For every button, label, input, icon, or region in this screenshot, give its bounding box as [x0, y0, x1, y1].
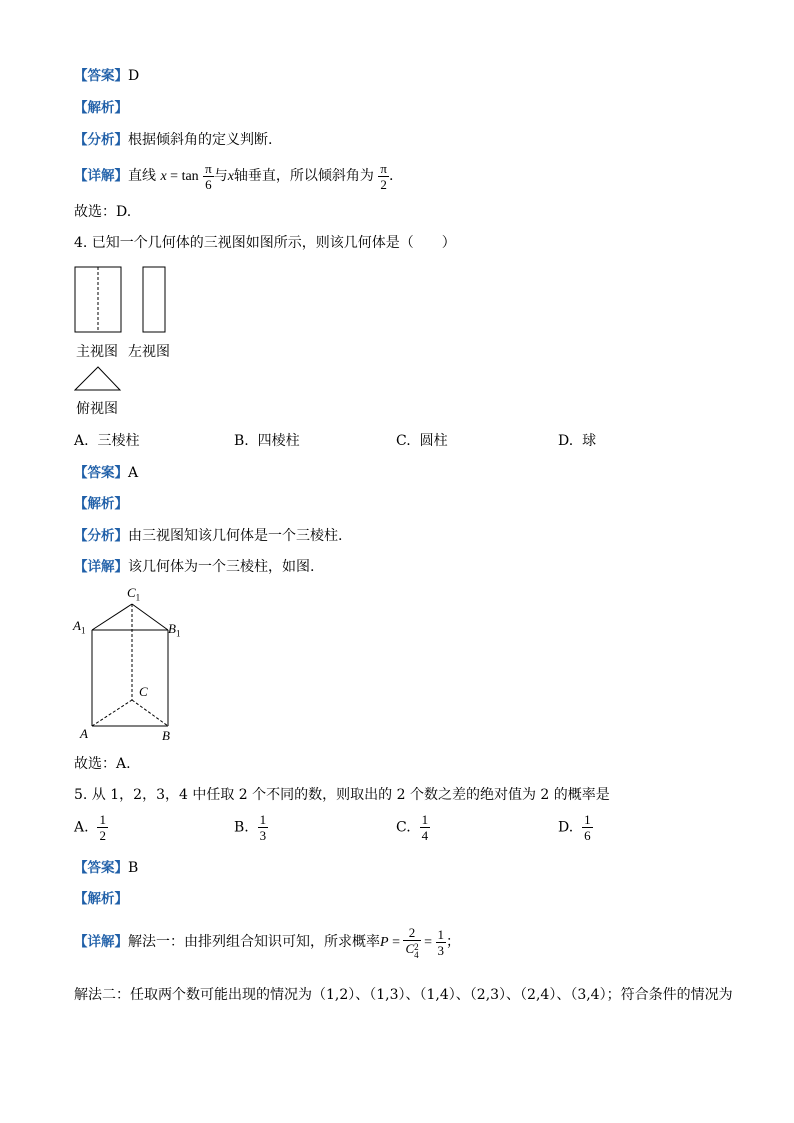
- option-key: A.: [74, 819, 89, 836]
- edge-c1b1: [132, 604, 168, 630]
- detail-text: 该几何体为一个三棱柱，如图.: [128, 559, 315, 575]
- combination-indices: 2 4: [414, 941, 419, 960]
- q3-detail-line: [74, 158, 393, 195]
- q3-choose: 故选：D.: [74, 204, 132, 220]
- top-view-triangle: [74, 366, 124, 392]
- frac-den: 3: [259, 828, 267, 843]
- frac-den: 2: [380, 176, 387, 192]
- frac-num: π: [380, 160, 387, 176]
- option-text: 三棱柱: [97, 433, 140, 449]
- option-fraction: [258, 812, 269, 843]
- front-and-left-views: [74, 266, 174, 336]
- answer-value: B: [128, 860, 139, 876]
- frac-num: 1: [584, 812, 591, 827]
- fenxi-text: 根据倾斜角的定义判断.: [128, 132, 273, 148]
- method1-text: 解法一：由排列组合知识可知，所求概率: [128, 934, 380, 950]
- method1-end: ；: [446, 934, 461, 950]
- frac-num: π: [205, 160, 212, 176]
- q4-option-c: [396, 431, 448, 451]
- option-text: 球: [582, 433, 597, 449]
- q4-option-d: [558, 431, 596, 451]
- option-fraction: [582, 812, 593, 843]
- fraction-1-3: [436, 927, 447, 958]
- option-key: D.: [558, 819, 574, 836]
- math-x2: x: [227, 169, 234, 184]
- frac-num: 1: [437, 926, 445, 942]
- vertex-label-c1: $C_1$: [127, 585, 141, 603]
- option-text: 四棱柱: [257, 433, 300, 449]
- option-key: C.: [396, 819, 411, 836]
- q4-fenxi-line: [74, 526, 342, 546]
- option-key: A.: [74, 433, 89, 449]
- option-fraction: [420, 812, 431, 843]
- detail-mid3: 轴垂直，所以倾斜角为: [233, 168, 374, 184]
- left-view-label: 左视图: [128, 344, 170, 360]
- front-view-label: 主视图: [76, 344, 118, 360]
- q5-method1-line: [74, 922, 460, 963]
- answer-tag: 【答案】: [74, 68, 128, 84]
- frac-den: 2: [99, 828, 106, 843]
- vertex-label-c: C: [139, 684, 148, 699]
- q3-fenxi-line: [74, 130, 272, 150]
- vertex-label-b1: $B_1$: [168, 621, 181, 639]
- q4-choose: 故选：A.: [74, 756, 131, 772]
- q5-question: 5. 从 1，2，3，4 中任取 2 个不同的数，则取出的 2 个数之差的绝对值为 2 的概率是: [74, 787, 610, 803]
- q4-detail-line: [74, 557, 314, 577]
- answer-value: A: [128, 465, 139, 481]
- math-x: x: [160, 169, 167, 184]
- q4-question: 4. 已知一个几何体的三视图如图所示，则该几何体是（ ）: [74, 235, 456, 251]
- q5-option-a: [74, 812, 108, 843]
- q5-answer-line: [74, 858, 138, 878]
- vertex-label-a1: $A_1$: [73, 618, 86, 636]
- answer-tag: 【答案】: [74, 860, 128, 876]
- math-eq: = tan: [166, 169, 199, 184]
- frac-num: 2: [403, 925, 420, 941]
- fenxi-tag: 【分析】: [74, 132, 128, 148]
- top-view-label: 俯视图: [76, 401, 118, 417]
- q4-answer-line: [74, 463, 138, 483]
- frac-den: 6: [584, 828, 591, 843]
- option-key: D.: [558, 433, 574, 449]
- triangular-prism-figure: [74, 582, 194, 747]
- q4-option-b: [234, 431, 300, 451]
- option-key: B.: [234, 433, 249, 449]
- detail-tag: 【详解】: [74, 559, 128, 575]
- frac-den: 4: [421, 828, 429, 843]
- fenxi-text: 由三视图知该几何体是一个三棱柱.: [128, 528, 343, 544]
- q5-option-d: [558, 812, 593, 843]
- fraction-pi-6: [203, 161, 214, 192]
- detail-tag: 【详解】: [74, 934, 128, 950]
- q4-analysis-line: [74, 494, 128, 514]
- fenxi-tag: 【分析】: [74, 528, 128, 544]
- detail-end: .: [388, 168, 394, 184]
- q5-method2-line: 解法二：任取两个数可能出现的情况为（1,2）、（1,3）、（1,4）、（2,3）、（2,4）、（3,4）；符合条件的情况为: [74, 987, 733, 1003]
- answer-tag: 【答案】: [74, 465, 128, 481]
- math-eq2: =: [420, 935, 436, 950]
- answer-value: D: [128, 68, 140, 84]
- q5-option-b: [234, 812, 268, 843]
- view-labels: [76, 342, 170, 362]
- math-p: P: [380, 935, 389, 950]
- edge-ac-hidden: [92, 700, 132, 726]
- math-eq: =: [388, 935, 404, 950]
- q3-analysis-line: [74, 98, 128, 118]
- q3-answer-line: [74, 66, 139, 86]
- q4-option-a: [74, 431, 139, 451]
- vertex-label-b: B: [162, 728, 170, 743]
- option-key: C.: [396, 433, 411, 449]
- frac-num: 1: [259, 812, 267, 827]
- analysis-tag: 【解析】: [74, 496, 128, 512]
- frac-den: 6: [205, 176, 212, 192]
- math-c: C: [405, 941, 415, 957]
- frac-num: 1: [421, 812, 429, 827]
- edge-a1c1: [92, 604, 132, 630]
- detail-mid1: 与: [213, 168, 228, 184]
- top-view-outline: [75, 367, 120, 390]
- q5-option-c: [396, 812, 430, 843]
- option-text: 圆柱: [419, 433, 448, 449]
- frac-den: 3: [437, 942, 445, 958]
- frac-den: [403, 941, 420, 958]
- edge-cb-hidden: [132, 700, 168, 726]
- frac-num: 1: [99, 812, 106, 827]
- q5-analysis-line: [74, 889, 128, 909]
- vertex-label-a: A: [80, 726, 88, 741]
- left-view-rect: [143, 267, 165, 332]
- detail-tag: 【详解】: [74, 168, 128, 184]
- option-fraction: [97, 812, 108, 843]
- fraction-2-over-c42: [403, 925, 420, 958]
- analysis-tag: 【解析】: [74, 100, 128, 116]
- detail-pre: 直线: [128, 168, 156, 184]
- analysis-tag: 【解析】: [74, 891, 128, 907]
- option-key: B.: [234, 819, 249, 836]
- fraction-pi-2: [378, 161, 389, 192]
